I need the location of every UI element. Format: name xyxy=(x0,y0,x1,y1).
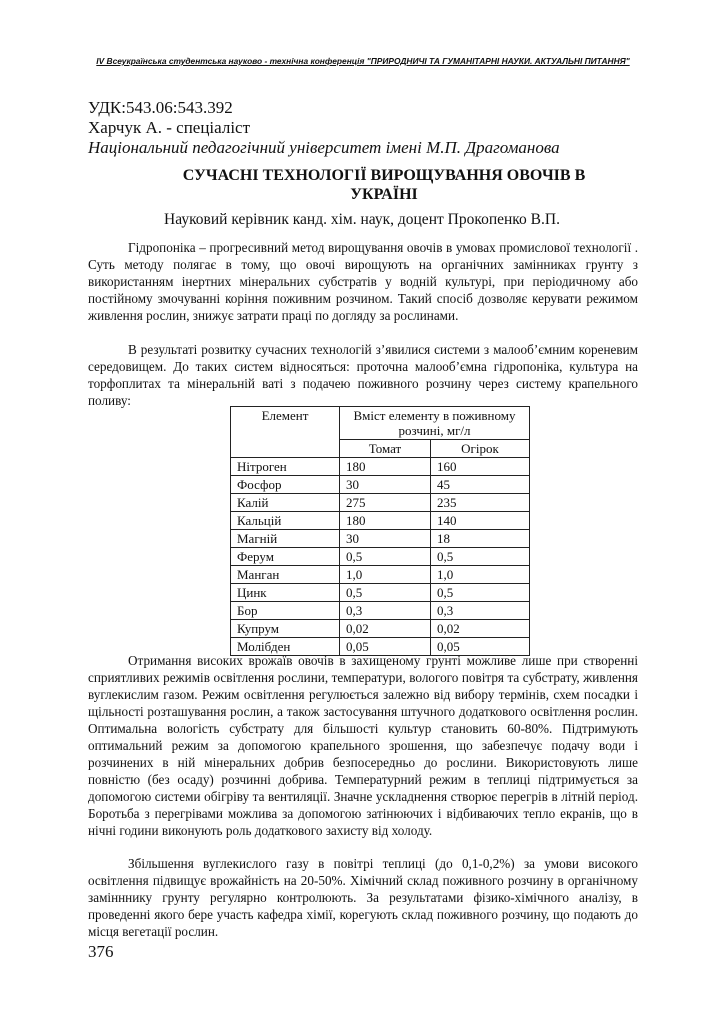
conference-header: IV Всеукраїнська студентська науково - технічна конференція "ПРИРОДНИЧІ ТА ГУМАНІТАРНІ НАУКИ. АКТУАЛЬНІ ПИТАННЯ" xyxy=(96,56,630,66)
cell-cucumber: 0,05 xyxy=(431,638,530,656)
cell-tomato: 1,0 xyxy=(340,566,431,584)
cell-tomato: 30 xyxy=(340,476,431,494)
cell-element: Бор xyxy=(231,602,340,620)
cell-tomato: 0,02 xyxy=(340,620,431,638)
cell-tomato: 0,3 xyxy=(340,602,431,620)
cell-element: Молібден xyxy=(231,638,340,656)
table-row xyxy=(231,494,530,512)
cell-element: Магній xyxy=(231,530,340,548)
cell-cucumber: 45 xyxy=(431,476,530,494)
cell-element: Купрум xyxy=(231,620,340,638)
cell-tomato: 180 xyxy=(340,458,431,476)
cell-element: Фосфор xyxy=(231,476,340,494)
paragraph-2: В результаті розвитку сучасних технологій з’явилися системи з малооб’ємним кореневим середовищем. До таких систем відносяться: проточна малооб’ємна гідропоніка, культура на торфоплитах та мінеральній ваті з подачею поживного розчину через систему крапельного поливу: xyxy=(88,342,638,408)
table-row xyxy=(231,458,530,476)
cell-cucumber: 235 xyxy=(431,494,530,512)
cell-tomato: 180 xyxy=(340,512,431,530)
cell-element: Нітроген xyxy=(231,458,340,476)
cell-element: Ферум xyxy=(231,548,340,566)
table-row xyxy=(231,602,530,620)
table-row xyxy=(231,512,530,530)
page-number: 376 xyxy=(88,942,114,961)
author-line: Харчук А. - спеціаліст xyxy=(88,118,251,137)
nutrient-table xyxy=(230,406,530,656)
cell-cucumber: 160 xyxy=(431,458,530,476)
cell-element: Кальцій xyxy=(231,512,340,530)
cell-tomato: 0,05 xyxy=(340,638,431,656)
cell-element: Цинк xyxy=(231,584,340,602)
table-row xyxy=(231,566,530,584)
cell-cucumber: 0,3 xyxy=(431,602,530,620)
table-header-row xyxy=(231,407,530,440)
header-content: Вміст елементу в поживному розчині, мг/л xyxy=(340,407,530,440)
header-element: Елемент xyxy=(231,407,340,458)
table-row xyxy=(231,530,530,548)
paragraph-3: Отримання високих врожаїв овочів в захищеному грунті можливе лише при створенні сприятливих режимів освітлення рослини, температури, вологого повітря та субстрату, живлення вуглекислим газом. Режим освітлення регулюється залежно від вибору термінів, схем посадки і щільності розташування рослин, а також застосування штучного додаткового освітлення рослин. Оптимальна вологість субстрату для більшості культур становить 60-80%. Підтримують оптимальний режим за допомогою крапельного зрошення, що забезпечує подачу води і розчинених в ній мінеральних добрив безпосередньо до рослини. Використовують лише повністю (без осаду) розчинні добрива. Температурний режим в теплиці підтримується за допомогою системи обігріву та вентиляції. Значне ускладнення створює перегрів в літній період. Боротьба з перегрівами можлива за допомогою затінюючих і відбиваючих тепло екранів, що в нічні години виконують роль додаткового захисту від холоду. xyxy=(88,653,638,838)
affiliation: Національний педагогічний університет імені М.П. Драгоманова xyxy=(88,138,560,157)
scientific-advisor: Науковий керівник канд. хім. наук, доцент Прокопенко В.П. xyxy=(164,211,560,228)
udc-code: УДК:543.06:543.392 xyxy=(88,98,233,117)
header-tomato: Томат xyxy=(340,440,431,458)
cell-tomato: 0,5 xyxy=(340,548,431,566)
cell-element: Манган xyxy=(231,566,340,584)
cell-tomato: 275 xyxy=(340,494,431,512)
cell-cucumber: 0,02 xyxy=(431,620,530,638)
paragraph-4: Збільшення вуглекислого газу в повітрі теплиці (до 0,1-0,2%) за умови високого освітлення підвищує врожайність на 20-50%. Хімічний склад поживного розчину в органічному замінннику грунту регулярно контролюють. За результатами фізико-хімічного аналізу, в проведенні якого бере участь кафедра хімії, корегують склад поживного розчину, що подають до місця вегетації рослин. xyxy=(88,856,638,939)
paper-title: СУЧАСНІ ТЕХНОЛОГІЇ ВИРОЩУВАННЯ ОВОЧІВ В УКРАЇНІ xyxy=(182,167,586,203)
cell-cucumber: 140 xyxy=(431,512,530,530)
cell-cucumber: 0,5 xyxy=(431,548,530,566)
table-row xyxy=(231,548,530,566)
table-row xyxy=(231,476,530,494)
paragraph-1: Гідропоніка – прогресивний метод вирощування овочів в умовах промислової технології . Суть методу полягає в тому, що овочі вирощують на органічних замінниках грунту з використанням інертних мінеральних субстратів у водній культурі, при періодичному або постійному змочуванні коріння поживним розчином. Такий спосіб дозволяє керувати режимом живлення рослин, знижує затрати праці по догляду за рослинами. xyxy=(88,240,638,323)
cell-element: Калій xyxy=(231,494,340,512)
table-row xyxy=(231,584,530,602)
cell-cucumber: 0,5 xyxy=(431,584,530,602)
table-row xyxy=(231,620,530,638)
cell-cucumber: 18 xyxy=(431,530,530,548)
header-cucumber: Огірок xyxy=(431,440,530,458)
cell-tomato: 30 xyxy=(340,530,431,548)
cell-cucumber: 1,0 xyxy=(431,566,530,584)
cell-tomato: 0,5 xyxy=(340,584,431,602)
